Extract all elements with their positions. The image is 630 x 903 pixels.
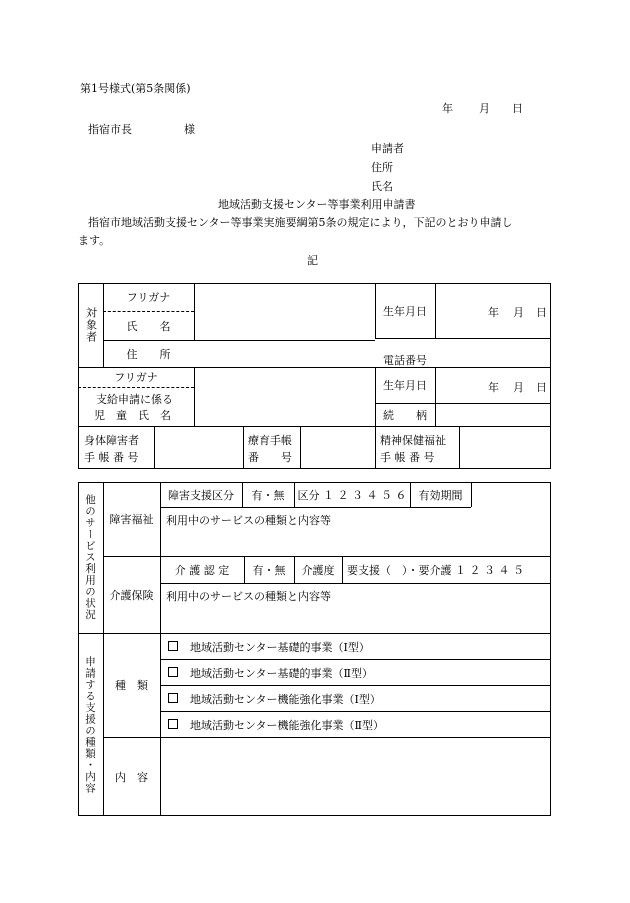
- birth-month-label: 月: [513, 306, 524, 319]
- address-field-label: 住 所: [126, 347, 171, 361]
- child-name-label-line1: 支給申請に係る: [96, 393, 173, 406]
- body-text-line2: ます。: [78, 234, 111, 247]
- option-label-3: 地域活動センター機能強化事業（Ⅰ型）: [190, 693, 381, 706]
- disability-welfare-label: 障害福祉: [109, 513, 154, 526]
- option-checkbox-4[interactable]: [168, 719, 178, 729]
- document-title: 地域活動支援センター等事業利用申請書: [218, 198, 416, 211]
- birth2-day-label: 日: [536, 381, 547, 394]
- support-requested-label: 申請する支援の種類・内容: [84, 655, 96, 794]
- services-in-use-label: 利用中のサービスの種類と内容等: [166, 514, 331, 527]
- target-person-label: 対象者: [84, 307, 98, 343]
- yes-no-option-2: 有・無: [252, 563, 286, 577]
- option-label-1: 地域活動センター基礎的事業（Ⅰ型）: [190, 641, 370, 654]
- date-month-label: 月: [479, 102, 490, 115]
- disability-category-label: 障害支援区分: [168, 488, 234, 502]
- ryoiku-handbook-line2: 番 号: [248, 451, 292, 464]
- mental-handbook-line1: 精神保健福祉: [380, 434, 446, 447]
- name-field-label: 氏 名: [126, 319, 171, 333]
- physical-handbook-line1: 身体障害者: [84, 434, 139, 447]
- name-label: 氏名: [371, 180, 393, 193]
- option-checkbox-3[interactable]: [168, 693, 178, 703]
- option-label-4: 地域活動センター機能強化事業（Ⅱ型）: [190, 719, 385, 732]
- category-levels: 区分 １ ２ ３ ４ ５ ６: [297, 488, 407, 502]
- birthdate2-label: 生年月日: [383, 379, 427, 392]
- care-insurance-label: 介護保険: [109, 588, 154, 602]
- birth-day-label: 日: [536, 306, 547, 319]
- ki-label: 記: [307, 254, 318, 267]
- furigana-label: フリガナ: [126, 291, 171, 304]
- date-day-label: 日: [512, 102, 523, 115]
- other-services-label: 他のサービス利用の状況: [84, 494, 96, 621]
- option-label-2: 地域活動センター基礎的事業（Ⅱ型）: [190, 667, 374, 680]
- content-label: 内 容: [115, 770, 148, 784]
- addressee: 指宿市長: [88, 123, 132, 136]
- relation-label: 続 柄: [383, 408, 427, 422]
- ryoiku-handbook-line1: 療育手帳: [248, 434, 292, 447]
- care-certification-label: 介 護 認 定: [174, 563, 230, 577]
- care-level-label: 介護度: [301, 563, 335, 577]
- valid-period-label: 有効期間: [418, 488, 463, 502]
- child-name-label-line2: 児 童 氏 名: [94, 409, 171, 422]
- address-label: 住所: [371, 161, 393, 174]
- birth-year-label: 年: [488, 306, 499, 319]
- date-year-label: 年: [442, 102, 453, 115]
- type-label: 種 類: [115, 679, 148, 692]
- honorific: 様: [184, 123, 195, 136]
- physical-handbook-line2: 手 帳 番 号: [84, 451, 139, 464]
- care-levels: 要支援（ ）・要介護 １ ２ ３ ４ ５: [347, 563, 524, 577]
- birthdate-label: 生年月日: [383, 304, 427, 318]
- form-number: 第1号様式(第5条関係): [80, 82, 191, 95]
- birth2-month-label: 月: [513, 381, 524, 394]
- furigana2-label: フリガナ: [114, 371, 158, 384]
- services-in-use-label-2: 利用中のサービスの種類と内容等: [166, 590, 331, 603]
- birth2-year-label: 年: [488, 381, 499, 394]
- yes-no-option: 有・無: [251, 488, 285, 502]
- applicant-label: 申請者: [371, 142, 404, 155]
- mental-handbook-line2: 手 帳 番 号: [380, 451, 435, 464]
- phone-label: 電話番号: [383, 354, 427, 367]
- option-checkbox-1[interactable]: [168, 641, 178, 651]
- body-text-line1: 指宿市地域活動支援センター等事業実施要綱第5条の規定により，下記のとおり申請し: [88, 216, 513, 229]
- option-checkbox-2[interactable]: [168, 667, 178, 677]
